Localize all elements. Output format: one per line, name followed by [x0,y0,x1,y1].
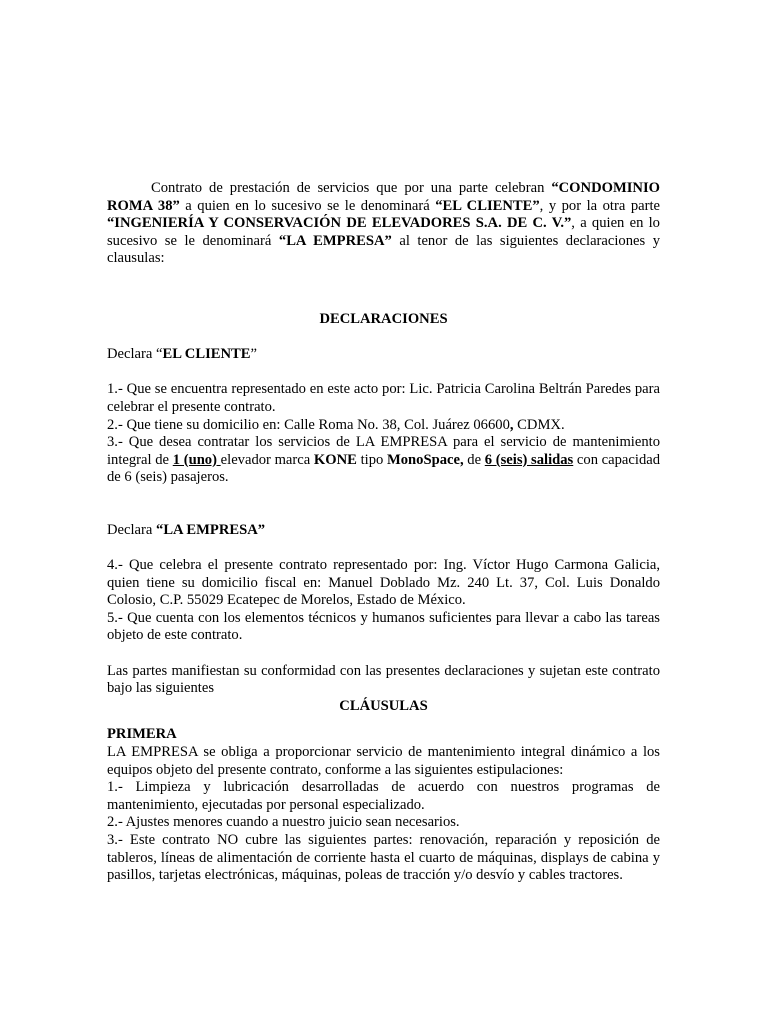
document-page [107,180,660,885]
primera-item-3: 3.- Este contrato NO cubre las siguientes partes: renovación, reparación y reposición de tableros, líneas de alimentación de corriente hasta el cuarto de máquinas, displays de cabina y pasillos, tarjetas electrónicas, máquinas, poleas de tracción y/o desvío y cables tractores. [107,832,660,884]
client-alias: “EL CLIENTE” [435,197,540,214]
primera-item-2: 2.- Ajustes menores cuando a nuestro juicio sean necesarios. [107,814,460,831]
conformidad-paragraph: Las partes manifiestan su conformidad con las presentes declaraciones y sujetan este contrato bajo las siguientes [107,662,660,697]
intro-text-2: a quien en lo sucesivo se le denominará [179,197,436,214]
cliente-item-2: 2.- Que tiene su domicilio en: Calle Roma No. 38, Col. Juárez 06600, CDMX. [107,416,565,433]
empresa-item-4: 4.- Que celebra el presente contrato representado por: Ing. Víctor Hugo Carmona Galicia, quien tiene su domicilio fiscal en: Manuel Doblado Mz. 240 Lt. 37, Col. Luis Donaldo Colosio, C.P. 55029 Ecatepec de Morelos, Estado de México. [107,557,660,609]
elevator-model: MonoSpace, [386,451,464,468]
primera-heading: PRIMERA [107,726,177,743]
intro-paragraph [107,180,660,268]
empresa-declaration-heading: Declara “LA EMPRESA” [107,521,266,538]
cliente-item-1: 1.- Que se encuentra representado en este acto por: Lic. Patricia Carolina Beltrán Paredes para celebrar el presente contrato. [107,381,660,415]
client-party-name: “CONDOMINIO ROMA 38” [107,180,660,214]
clausulas-heading: CLÁUSULAS [339,697,428,714]
elevator-stops: 6 (seis) salidas [484,451,574,468]
intro-text-5: al tenor de las siguientes declaraciones y clausulas: [107,232,660,267]
company-alias: “LA EMPRESA” [278,232,392,249]
elevator-brand: KONE [313,451,357,468]
company-party-name: “INGENIERÍA Y CONSERVACIÓN DE ELEVADORES S.A. DE C. V.” [107,215,572,232]
declaraciones-heading: DECLARACIONES [319,310,448,327]
empresa-item-5: 5.- Que cuenta con los elementos técnicos y humanos suficientes para llevar a cabo las tareas objeto de este contrato. [107,609,660,644]
primera-item-1: 1.- Limpieza y lubricación desarrolladas de acuerdo con nuestros programas de mantenimiento, ejecutadas por personal especializado. [107,779,660,813]
elevator-count: 1 (uno) [172,451,221,468]
primera-intro: LA EMPRESA se obliga a proporcionar servicio de mantenimiento integral dinámico a los equipos objeto del presente contrato, conforme a las siguientes estipulaciones: [107,744,660,778]
intro-text-4: , a quien en lo sucesivo se le denominará [107,215,660,249]
cliente-item-3: 3.- Que desea contratar los servicios de LA EMPRESA para el servicio de mantenimiento integral de 1 (uno) elevador marca KONE tipo MonoSpace, de 6 (seis) salidas con capacidad de 6 (seis) pasajeros. [107,434,661,486]
intro-text-1: Contrato de prestación de servicios que por una parte celebran [151,180,552,196]
intro-text-3: , y por la otra parte [539,197,660,214]
cliente-declaration-heading: Declara “EL CLIENTE” [107,346,257,363]
